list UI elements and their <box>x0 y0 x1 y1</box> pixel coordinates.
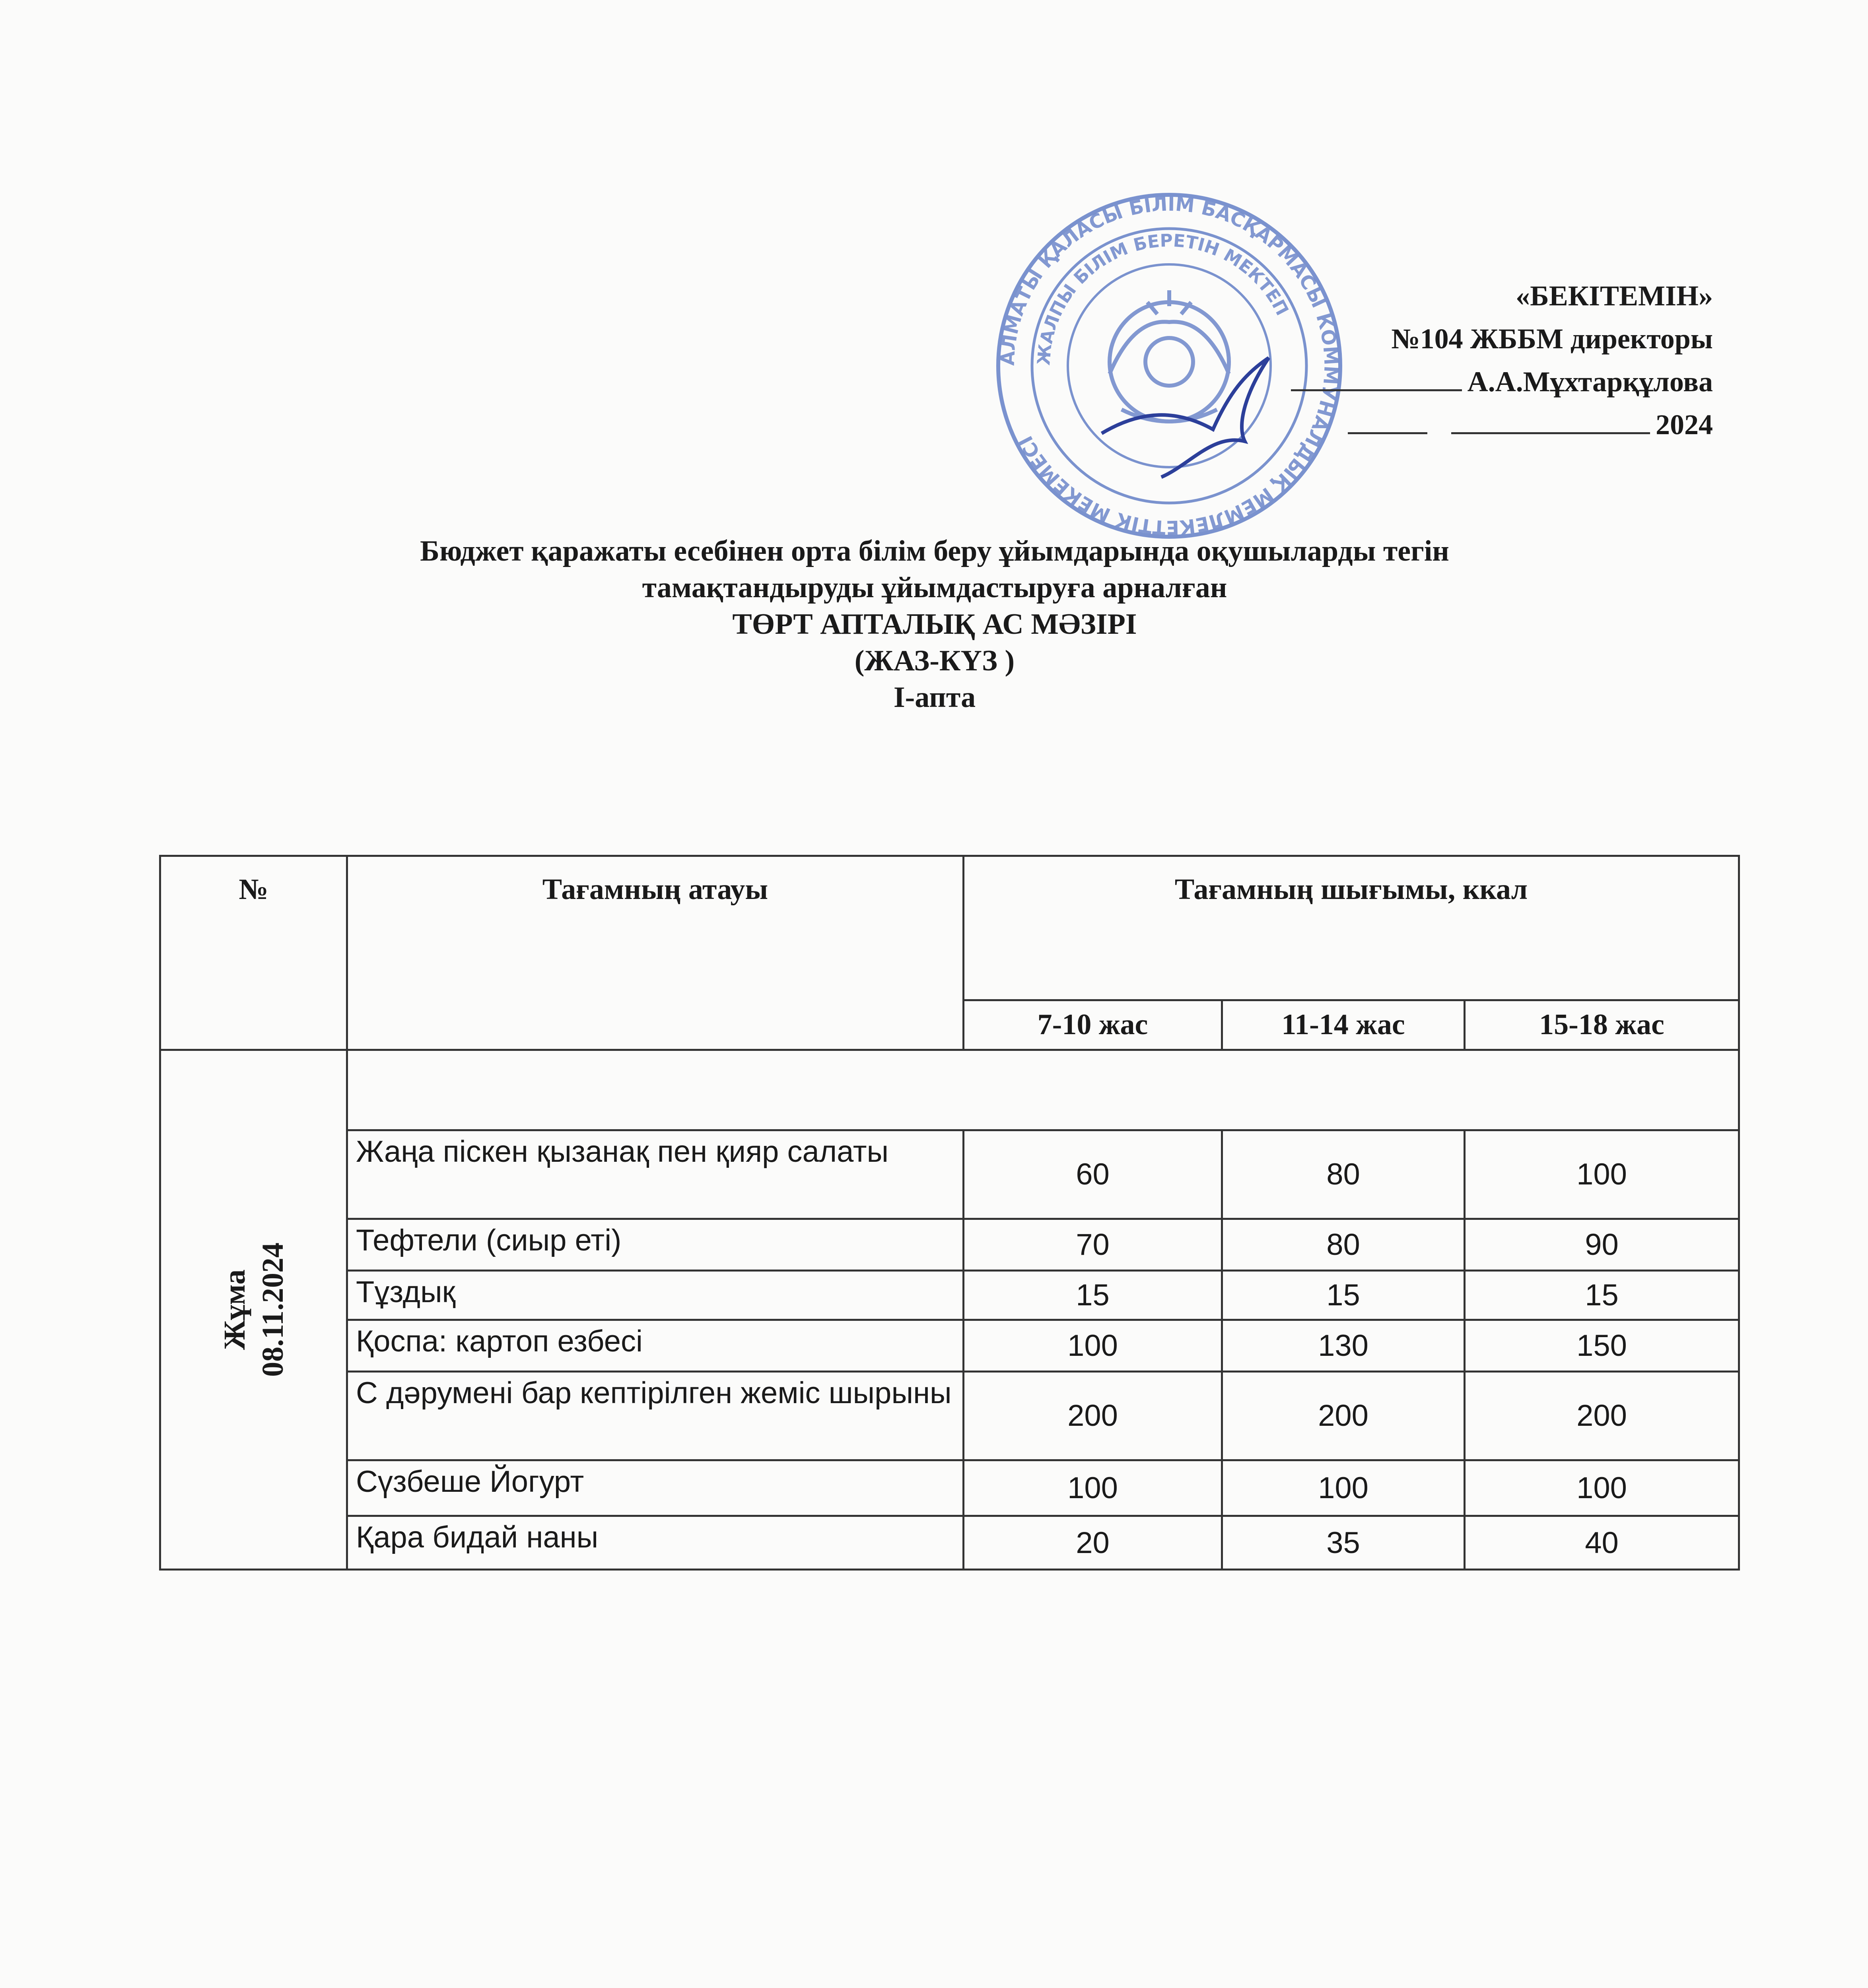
document-title <box>199 533 1670 716</box>
seal-inner-text: ЖАЛПЫ БІЛІМ БЕРЕТІН МЕКТЕП <box>1033 230 1293 366</box>
approval-label: «БЕКІТЕМІН» <box>1516 280 1713 312</box>
yield-11-14: 35 <box>1222 1516 1465 1570</box>
yield-11-14: 200 <box>1222 1371 1465 1460</box>
dish-name: С дәрумені бар кептірілген жеміс шырыны <box>347 1371 964 1460</box>
table-row <box>160 1270 1739 1320</box>
header-age-2: 11-14 жас <box>1222 1000 1465 1050</box>
yield-7-10: 15 <box>964 1270 1222 1320</box>
table-row <box>160 1130 1739 1219</box>
day-cell <box>160 1050 347 1569</box>
header-dish-name: Тағамның атауы <box>347 856 964 1050</box>
table-row <box>160 1219 1739 1271</box>
dish-name: Сүзбеше Йогурт <box>347 1460 964 1516</box>
yield-7-10: 200 <box>964 1371 1222 1460</box>
day-date: 08.11.2024 <box>256 1242 290 1377</box>
approval-name: А.А.Мұхтарқұлова <box>1467 366 1713 398</box>
signature-line <box>1291 389 1462 391</box>
blank-row <box>347 1050 1739 1130</box>
yield-15-18: 15 <box>1465 1270 1739 1320</box>
day-blank <box>1348 432 1427 434</box>
header-age-1: 7-10 жас <box>964 1000 1222 1050</box>
title-line-1: Бюджет қаражаты есебінен орта білім беру ұйымдарында оқушыларды тегін <box>420 535 1449 567</box>
approval-position: №104 ЖББМ директоры <box>1391 323 1713 355</box>
header-age-3: 15-18 жас <box>1465 1000 1739 1050</box>
yield-7-10: 20 <box>964 1516 1222 1570</box>
yield-7-10: 100 <box>964 1460 1222 1516</box>
table-row <box>160 1371 1739 1460</box>
dish-name: Жаңа піскен қызанақ пен қияр салаты <box>347 1130 964 1219</box>
yield-11-14: 80 <box>1222 1130 1465 1219</box>
seal-outer-text: АЛМАТЫ ҚАЛАСЫ БІЛІМ БАСҚАРМАСЫ КОММУНАЛДЫҚ МЕМЛЕКЕТТІК МЕКЕМЕСІ <box>996 193 1342 539</box>
yield-11-14: 100 <box>1222 1460 1465 1516</box>
yield-15-18: 100 <box>1465 1460 1739 1516</box>
title-line-5: І-апта <box>893 681 976 714</box>
yield-15-18: 90 <box>1465 1219 1739 1271</box>
yield-15-18: 150 <box>1465 1320 1739 1372</box>
dish-name: Қара бидай наны <box>347 1516 964 1570</box>
yield-15-18: 40 <box>1465 1516 1739 1570</box>
yield-15-18: 100 <box>1465 1130 1739 1219</box>
yield-11-14: 80 <box>1222 1219 1465 1271</box>
approval-date-line <box>1116 403 1713 446</box>
approval-block <box>1116 274 1713 446</box>
dish-name: Қоспа: картоп езбесі <box>347 1320 964 1372</box>
month-blank <box>1451 432 1650 434</box>
yield-7-10: 100 <box>964 1320 1222 1372</box>
approval-name-line <box>1116 360 1713 403</box>
dish-name: Тефтели (сиыр еті) <box>347 1219 964 1271</box>
yield-15-18: 200 <box>1465 1371 1739 1460</box>
table-row <box>160 1320 1739 1372</box>
yield-7-10: 70 <box>964 1219 1222 1271</box>
title-line-2: тамақтандыруды ұйымдастыруға арналған <box>642 571 1227 604</box>
title-line-3: ТӨРТ АПТАЛЫҚ АС МӘЗІРІ <box>732 608 1137 641</box>
day-name: Жұма <box>218 1269 251 1350</box>
header-number: № <box>160 856 347 1050</box>
dish-name: Тұздық <box>347 1270 964 1320</box>
table-row <box>160 1460 1739 1516</box>
header-yield: Тағамның шығымы, ккал <box>964 856 1739 1000</box>
table-row <box>160 1516 1739 1570</box>
yield-7-10: 60 <box>964 1130 1222 1219</box>
yield-11-14: 130 <box>1222 1320 1465 1372</box>
menu-table <box>159 855 1740 1571</box>
title-line-4: (ЖАЗ-КҮЗ ) <box>854 645 1015 677</box>
yield-11-14: 15 <box>1222 1270 1465 1320</box>
approval-year: 2024 <box>1656 409 1713 441</box>
